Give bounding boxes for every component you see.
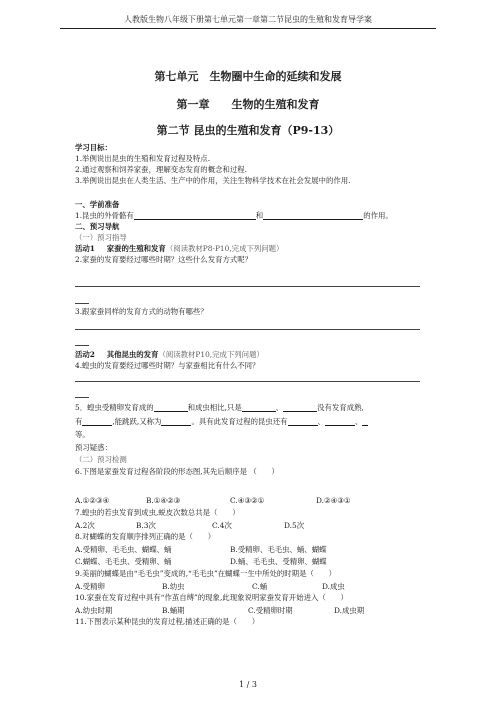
goals-heading: 学习目标：	[75, 143, 112, 152]
q5-text: 和成虫相比,只是	[187, 403, 242, 412]
question-11: 11.下图表示某种昆虫的发育过程,描述正确的是（ ）	[75, 617, 260, 626]
question-9: 9.美丽的蝴蝶是由“毛毛虫”变成的,“毛毛虫”在蝴蝶一生中所处的时期是（ ）	[75, 569, 337, 578]
option-b[interactable]: B.①④②③	[146, 496, 181, 505]
activity-label: 活动2	[75, 350, 95, 359]
chapter-title: 第一章 生物的生殖和发育	[176, 98, 320, 111]
q5-text: 5．蝗虫受精卵发育成的	[75, 403, 154, 412]
blank-field[interactable]	[161, 418, 191, 426]
blank-field[interactable]	[154, 404, 188, 412]
blank-field[interactable]	[242, 404, 276, 412]
question-10: 10.家蚕在发育过程中具有“作茧自缚”的现象,此现象说明家蚕发育开始进入（ ）	[75, 593, 348, 602]
blank-field[interactable]	[325, 418, 355, 426]
activity-2	[75, 350, 264, 359]
question-2: 2.家蚕的发育要经过哪些时期？这些什么发育方式呢？	[75, 255, 253, 264]
option-a[interactable]: A.2次	[75, 521, 95, 530]
q1-text-c: 的作用。	[363, 211, 393, 220]
subsection-check: （二）预习检测	[75, 455, 127, 464]
q5-text: 有	[75, 417, 83, 426]
question-3: 3.跟家蚕同样的发育方式的动物有哪些？	[75, 307, 208, 316]
question-5-line3: 等。	[75, 430, 90, 439]
q1-text-a: 1.昆虫的外骨骼有	[75, 211, 134, 220]
blank-field[interactable]	[283, 404, 317, 412]
question-7: 7.蝗虫的若虫发育到成虫,蜕皮次数总共是（ ）	[75, 508, 240, 517]
option-d[interactable]: D.②④③①	[316, 496, 351, 505]
header-rule	[60, 28, 436, 29]
option-d[interactable]: D.成虫	[322, 582, 345, 591]
activity-1	[75, 244, 283, 253]
subsection-guidance: （一）预习指导	[75, 233, 127, 242]
goal-item: 3.举例说出昆虫在人类生活、生产中的作用，关注生物科学技术在社会发展中的作用.	[75, 176, 351, 185]
option-c[interactable]: C.④③②①	[230, 496, 265, 505]
answer-line-end	[75, 303, 89, 304]
question-4: 4.蝗虫的发育要经过哪些时期？与家蚕相比有什么不同？	[75, 361, 260, 370]
answer-line-end	[75, 345, 89, 346]
unit-title: 第七单元 生物圈中生命的延续和发展	[154, 70, 342, 83]
option-c[interactable]: C.受精卵时期	[248, 606, 293, 615]
doubt-label: 预习疑惑：	[75, 443, 112, 452]
prep-heading: 一、学前准备	[75, 200, 120, 209]
blank-field[interactable]	[82, 418, 112, 426]
blank-field[interactable]	[288, 418, 318, 426]
option-c[interactable]: C.蛹	[252, 582, 268, 591]
section-title: 第二节 昆虫的生殖和发育（P9-13）	[156, 124, 340, 137]
option-a[interactable]: A.受精卵	[75, 582, 105, 591]
question-6: 6.下图是家蚕发育过程各阶段的形态图,其先后顺序是 （ ）	[75, 467, 279, 476]
activity-title: 家蚕的生殖和发育	[106, 244, 166, 253]
q1-text-b: 和	[255, 211, 264, 220]
q5-text: ,能跳跃,又称为	[112, 417, 162, 426]
goal-item: 2.通过观察和饲养家蚕，理解变态发育的概念和过程.	[75, 165, 247, 174]
option-a[interactable]: A.幼虫时期	[75, 606, 113, 615]
option-b[interactable]: B.受精卵、毛毛虫、蛹、蝴蝶	[230, 545, 327, 554]
running-header: 人教版生物八年级下册第七单元第一章第二节昆虫的生殖和发育导学案	[124, 15, 372, 24]
activity-title: 其他昆虫的发育	[106, 350, 159, 359]
option-b[interactable]: B.幼虫	[162, 582, 185, 591]
q5-text: 、	[275, 403, 284, 412]
option-a[interactable]: A.①②③④	[75, 496, 110, 505]
answer-line[interactable]	[75, 329, 420, 330]
option-b[interactable]: B.蛹期	[162, 606, 185, 615]
option-a[interactable]: A.受精卵、毛毛虫、蝴蝶、蛹	[75, 545, 172, 554]
option-d[interactable]: D.成虫期	[334, 606, 365, 615]
blank-field[interactable]	[362, 418, 368, 426]
q5-text: 、	[317, 417, 325, 426]
question-1	[75, 211, 393, 220]
blank-field[interactable]	[134, 212, 256, 220]
blank-field[interactable]	[263, 212, 363, 220]
guide-heading: 二、预习导航	[75, 222, 120, 231]
question-5-line1	[75, 403, 364, 412]
option-d[interactable]: D.蛹、毛毛虫、受精卵、蝴蝶	[230, 557, 327, 566]
option-d[interactable]: D.5次	[284, 521, 305, 530]
option-c[interactable]: C.蝴蝶、毛毛虫、受精卵、蛹	[75, 557, 172, 566]
option-c[interactable]: C.4次	[212, 521, 232, 530]
activity-note: （阅读教材P10,完成下列问题）	[158, 350, 264, 359]
q5-text: 。具有此发育过程的昆虫还有	[191, 417, 288, 426]
goal-item: 1.举例说出昆虫的生殖和发育过程及特点.	[75, 154, 211, 163]
answer-line[interactable]	[75, 286, 420, 287]
answer-line-end	[75, 397, 89, 398]
question-8: 8.对蝴蝶的发育顺序排列正确的是（ ）	[75, 532, 216, 541]
activity-label: 活动1	[75, 244, 95, 253]
option-b[interactable]: B.3次	[136, 521, 156, 530]
q5-text: 没有发育成熟,	[317, 403, 364, 412]
q5-text: 、	[354, 417, 363, 426]
answer-line[interactable]	[75, 381, 420, 382]
page-number: 1 / 3	[239, 680, 257, 689]
activity-note: （阅读教材P8-P10,完成下列问题）	[165, 244, 284, 253]
question-5-line2	[75, 417, 368, 426]
